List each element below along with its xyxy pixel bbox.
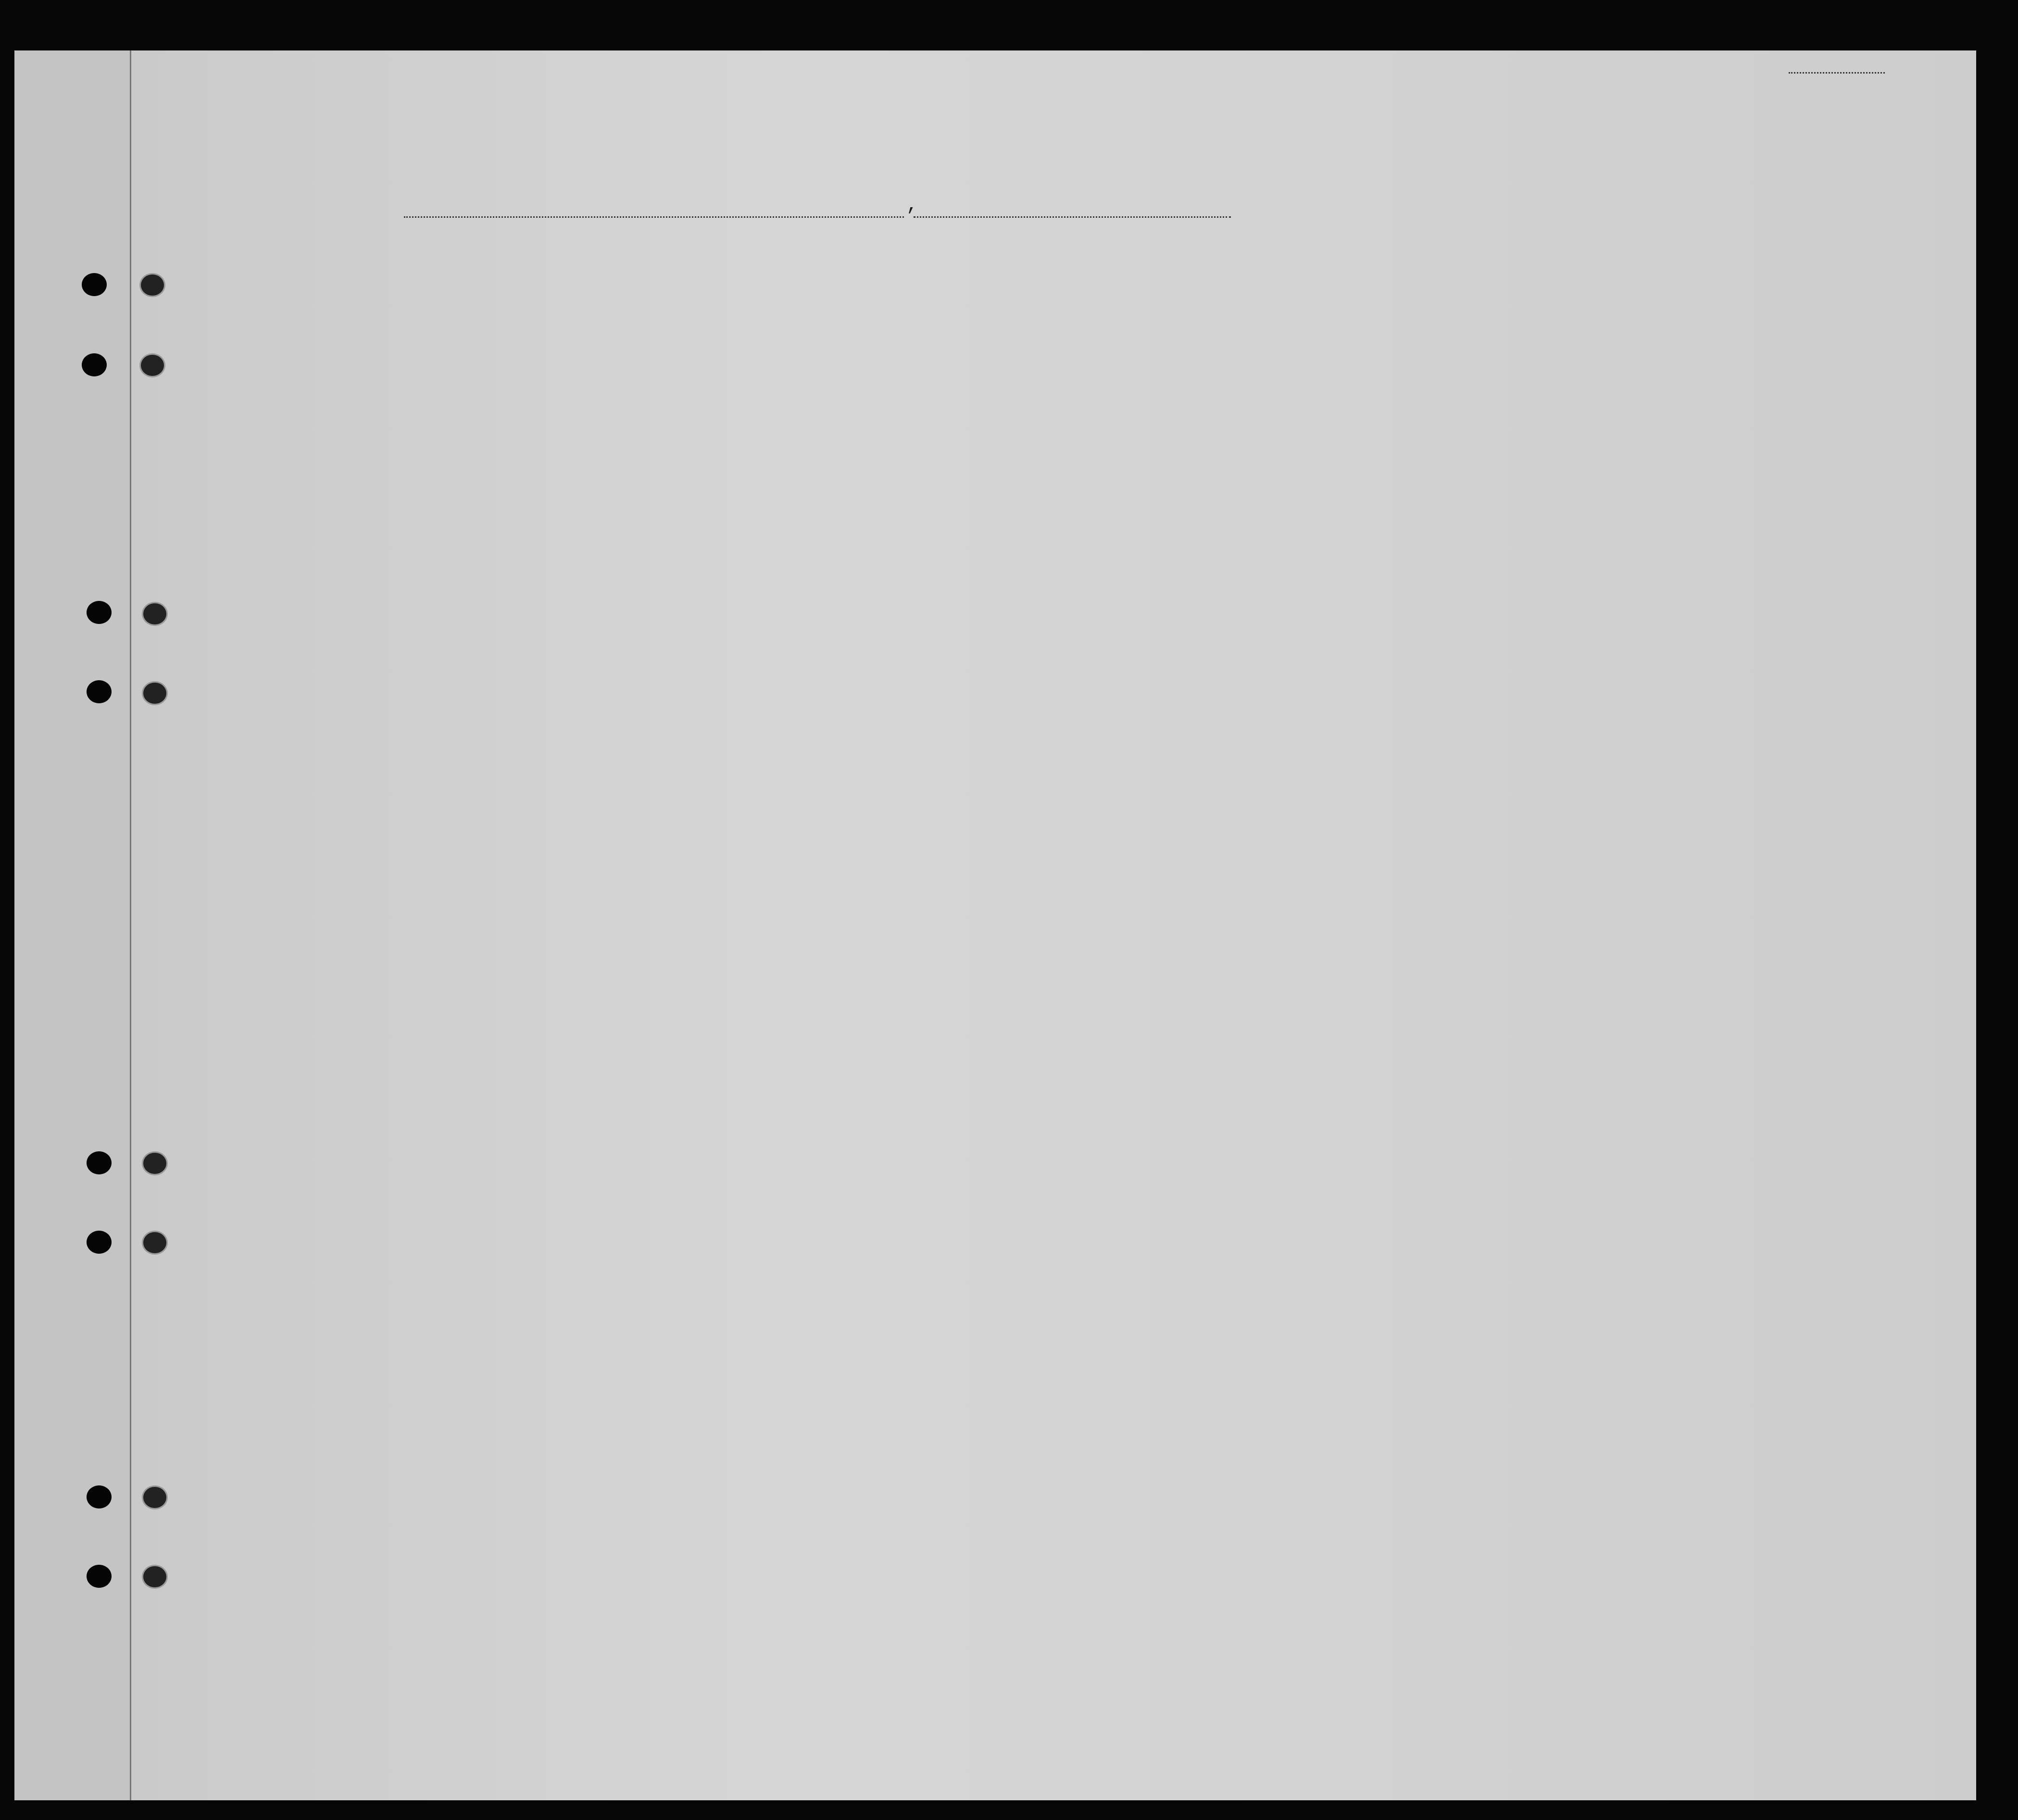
punch-hole-ring (142, 1231, 168, 1255)
punch-hole (82, 353, 107, 376)
punch-hole (87, 1485, 112, 1508)
punch-hole (82, 273, 107, 296)
punch-hole (87, 680, 112, 703)
punch-hole (87, 601, 112, 624)
punch-hole-ring (142, 1565, 168, 1589)
punch-hole-ring (142, 681, 168, 705)
punch-hole (87, 1231, 112, 1254)
punch-hole-ring (142, 602, 168, 626)
punch-hole-ring (142, 1151, 168, 1175)
punch-hole-ring (139, 353, 165, 377)
punch-hole-ring (139, 273, 165, 297)
punch-hole (87, 1565, 112, 1588)
punch-hole-ring (142, 1485, 168, 1509)
punch-hole (87, 1151, 112, 1174)
